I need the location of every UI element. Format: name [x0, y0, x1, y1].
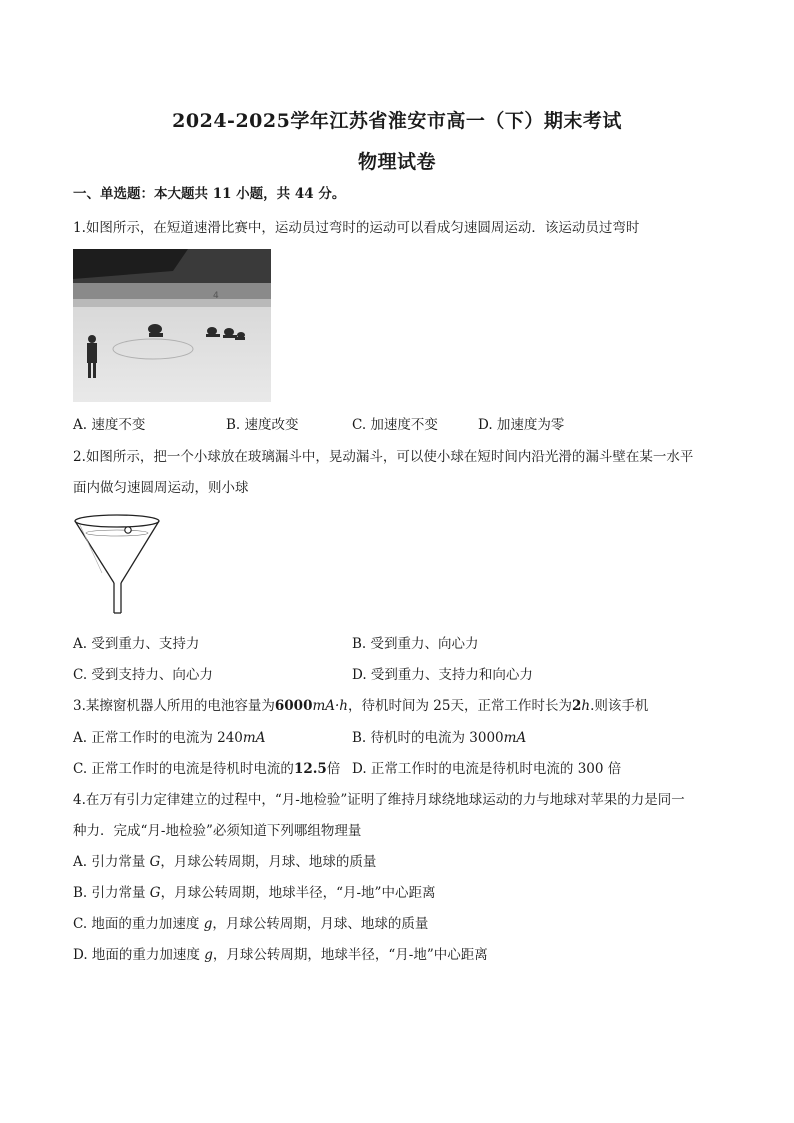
section-heading: 一、单选题：本大题共 11 小题，共 44 分。 — [73, 186, 346, 202]
question-1-stem: 1.如图所示，在短道速滑比赛中，运动员过弯时的运动可以看成匀速圆周运动．该运动员过弯时 — [73, 220, 640, 236]
q4-option-c[interactable]: C. 地面的重力加速度 g，月球公转周期，月球、地球的质量 — [73, 916, 429, 932]
q2-option-a[interactable]: A. 受到重力、支持力 — [73, 636, 200, 652]
q3-option-a[interactable]: A. 正常工作时的电流为 240mA — [73, 730, 266, 746]
q2-option-b[interactable]: B. 受到重力、向心力 — [352, 636, 479, 652]
q1-option-c[interactable]: C. 加速度不变 — [352, 417, 438, 433]
question-4-stem-line1: 4.在万有引力定律建立的过程中，“月-地检验”证明了维持月球绕地球运动的力与地球对苹果的力是同一 — [73, 792, 685, 808]
q3-option-b[interactable]: B. 待机时的电流为 3000mA — [352, 730, 527, 746]
q2-option-c[interactable]: C. 受到支持力、向心力 — [73, 667, 213, 683]
question-3-stem: 3.某擦窗机器人所用的电池容量为6000mA·h，待机时间为 25天，正常工作时长为2h.则该手机 — [73, 698, 649, 714]
q1-option-b[interactable]: B. 速度改变 — [226, 417, 299, 433]
q2-option-d[interactable]: D. 受到重力、支持力和向心力 — [352, 667, 533, 683]
q3-option-c[interactable]: C. 正常工作时的电流是待机时电流的12.5倍 — [73, 761, 341, 777]
page-title: 2024-2025学年江苏省淮安市高一（下）期末考试 — [172, 110, 622, 132]
q1-option-d[interactable]: D. 加速度为零 — [478, 417, 565, 433]
page-subtitle: 物理试卷 — [357, 151, 436, 173]
svg-text:4: 4 — [213, 291, 219, 301]
question-2-stem-line1: 2.如图所示，把一个小球放在玻璃漏斗中，晃动漏斗，可以使小球在短时间内沿光滑的漏斗壁在某一水平 — [73, 449, 694, 465]
q4-option-b[interactable]: B. 引力常量 G，月球公转周期，地球半径，“月-地”中心距离 — [73, 885, 436, 901]
q3-option-d[interactable]: D. 正常工作时的电流是待机时电流的 300 倍 — [352, 761, 622, 777]
funnel-diagram — [72, 513, 164, 621]
q1-option-a[interactable]: A. 速度不变 — [73, 417, 146, 433]
q4-option-a[interactable]: A. 引力常量 G，月球公转周期，月球、地球的质量 — [73, 854, 377, 870]
q4-option-d[interactable]: D. 地面的重力加速度 g，月球公转周期，地球半径，“月-地”中心距离 — [73, 947, 488, 963]
question-4-stem-line2: 种力．完成“月-地检验”必须知道下列哪组物理量 — [73, 823, 362, 839]
speed-skating-photo — [73, 249, 271, 402]
question-2-stem-line2: 面内做匀速圆周运动，则小球 — [73, 480, 249, 496]
